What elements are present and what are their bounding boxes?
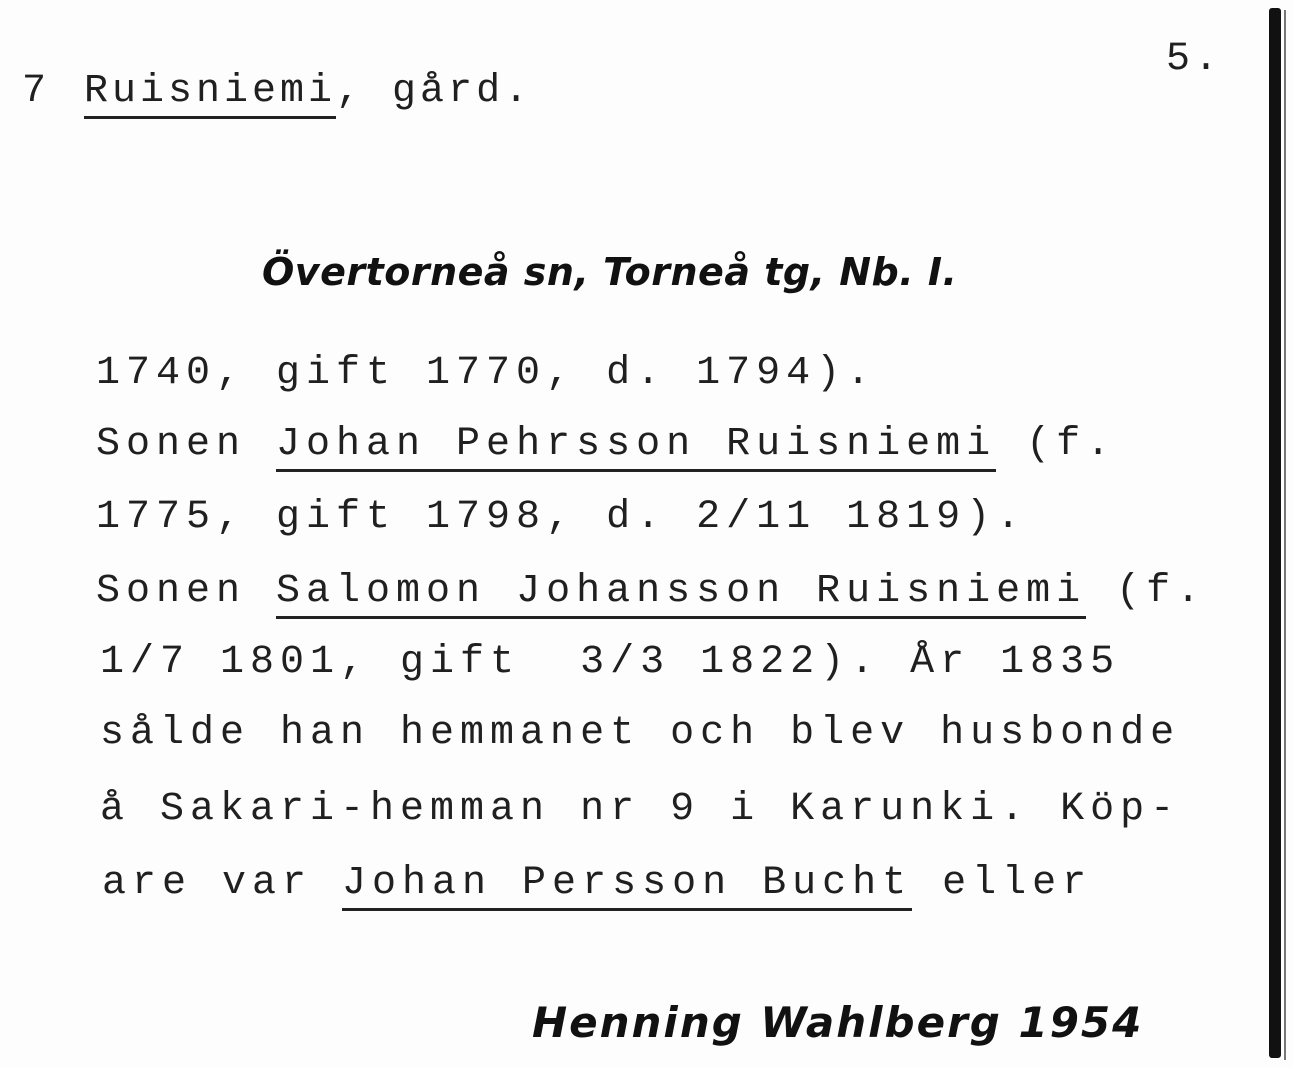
line-4-pre: Sonen [96, 569, 277, 614]
author-stamp: Henning Wahlberg 1954 [532, 998, 1144, 1047]
card-edge-line [1284, 10, 1286, 1060]
text-line-3: 1775, gift 1798, d. 2/11 1819). [96, 495, 1027, 540]
card-edge-bar [1269, 8, 1281, 1058]
line-2-pre: Sonen [96, 422, 277, 467]
text-line-5: 1/7 1801, gift 3/3 1822). År 1835 [100, 640, 1121, 685]
line-2-post: (f. [996, 422, 1117, 467]
card-number: 7 [22, 69, 51, 114]
line-8-pre: are var [102, 861, 343, 906]
farm-name: Ruisniemi [84, 69, 336, 119]
text-line-7: å Sakari-hemman nr 9 i Karunki. Köp- [100, 787, 1181, 832]
person-name-johan-persson-bucht: Johan Persson Bucht [342, 861, 912, 911]
line-4-post: (f. [1086, 569, 1207, 614]
text-line-8 [102, 861, 1093, 906]
parish-stamp: Övertorneå sn, Torneå tg, Nb. I. [262, 250, 958, 294]
page-number: 5. [1166, 37, 1223, 82]
person-name-salomon-johansson: Salomon Johansson Ruisniemi [276, 569, 1086, 619]
card-title-suffix: , gård. [336, 69, 533, 114]
text-line-4 [96, 569, 1207, 614]
text-line-6: sålde han hemmanet och blev husbonde [100, 711, 1181, 756]
text-line-2 [96, 422, 1117, 467]
line-8-post: eller [912, 861, 1093, 906]
person-name-johan-pehrsson: Johan Pehrsson Ruisniemi [276, 422, 996, 472]
card-title [84, 69, 533, 114]
text-line-1: 1740, gift 1770, d. 1794). [96, 351, 877, 396]
